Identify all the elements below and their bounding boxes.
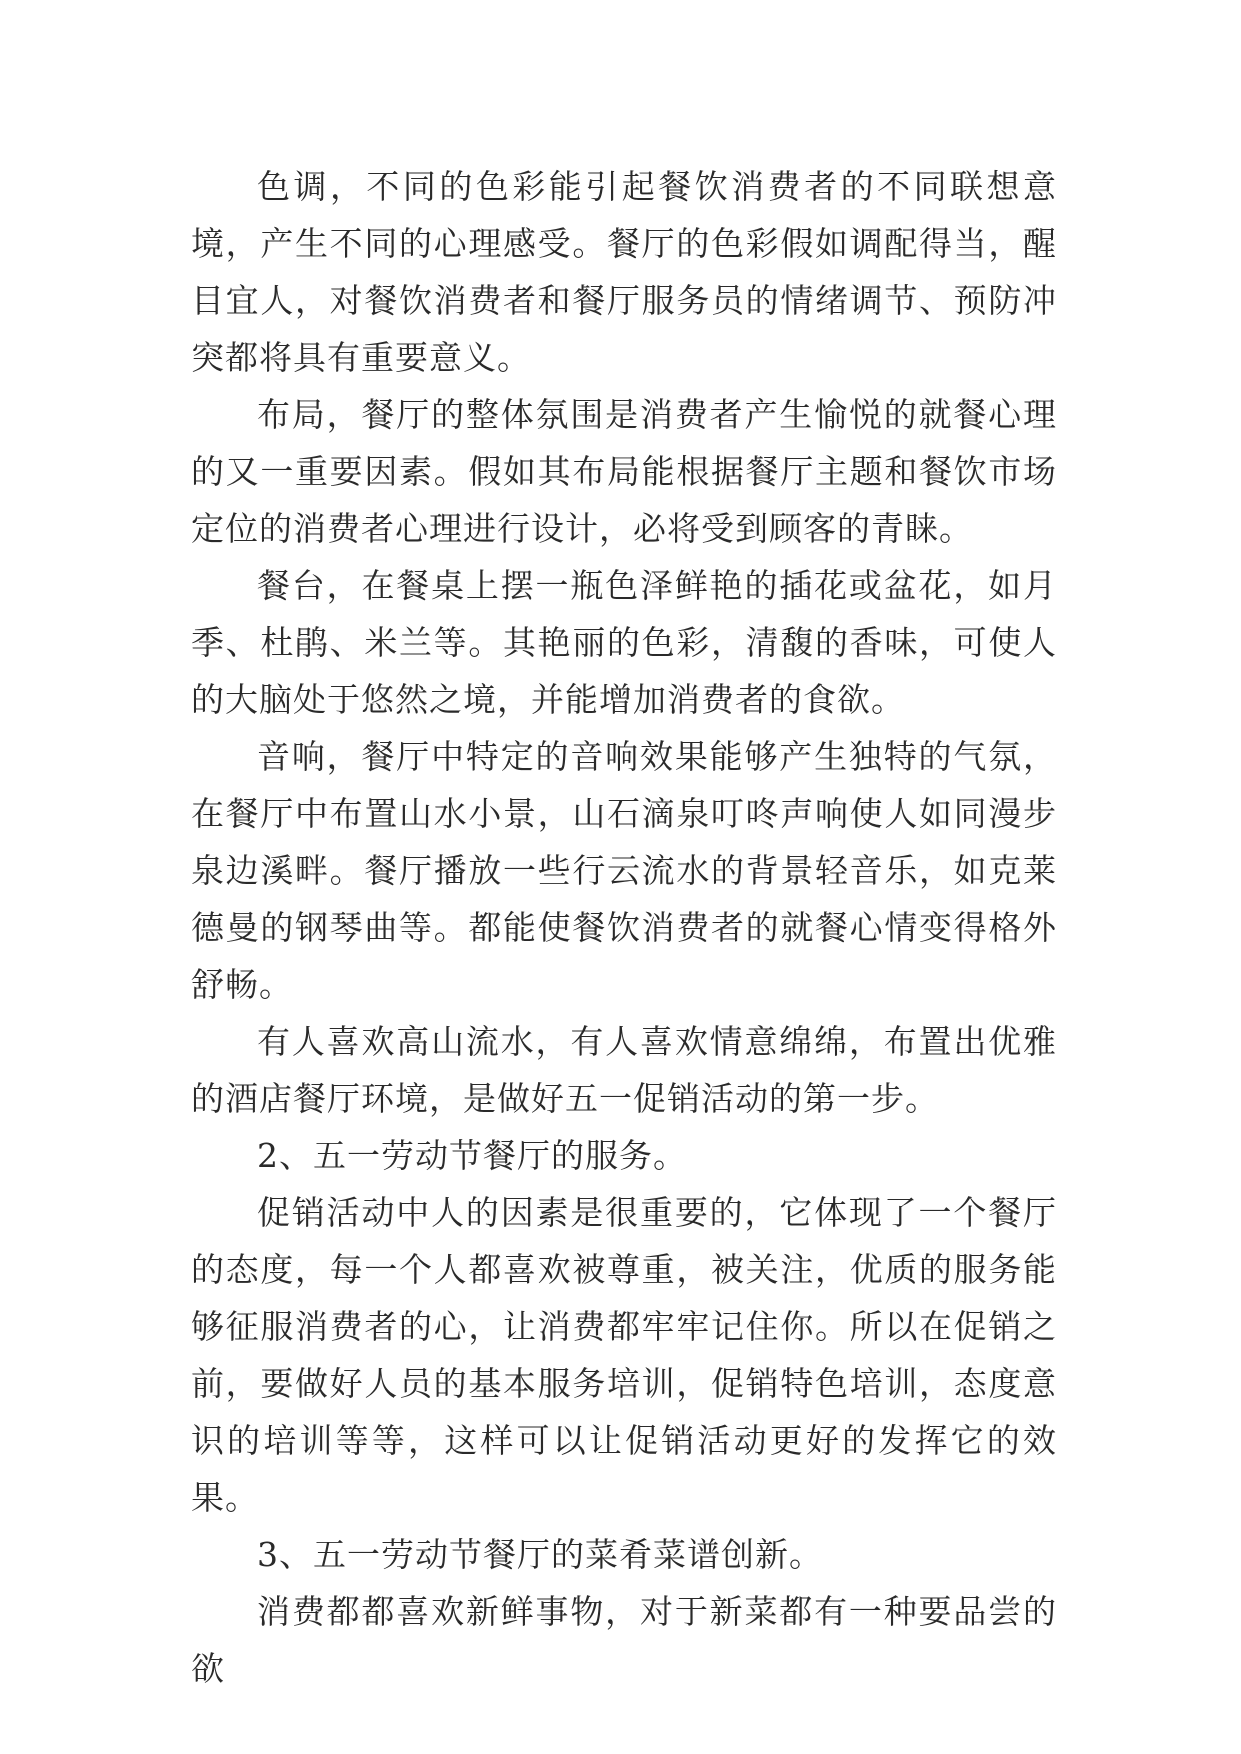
paragraph-menu-innovation: 消费都都喜欢新鲜事物，对于新菜都有一种要品尝的欲 (191, 1592, 1057, 1688)
paragraph-service: 促销活动中人的因素是很重要的，它体现了一个餐厅的态度，每一个人都喜欢被尊重，被关注，优质的服务能够征服消费者的心，让消费都牢牢记住你。所以在促销之前，要做好人员的基本服务培训，促销特色培训，态度意识的培训等等，这样可以让促销活动更好的发挥它的效果。 (191, 1193, 1057, 1517)
paragraph-environment-summary: 有人喜欢高山流水，有人喜欢情意绵绵，布置出优雅的酒店餐厅环境，是做好五一促销活动的第一步。 (191, 1022, 1057, 1118)
section-heading-service: 2、五一劳动节餐厅的服务。 (257, 1136, 687, 1175)
paragraph-sound: 音响，餐厅中特定的音响效果能够产生独特的气氛，在餐厅中布置山水小景，山石滴泉叮咚声响使人如同漫步泉边溪畔。餐厅播放一些行云流水的背景轻音乐，如克莱德曼的钢琴曲等。都能使餐饮消费者的就餐心情变得格外舒畅。 (191, 737, 1057, 1004)
paragraph-color-tone: 色调，不同的色彩能引起餐饮消费者的不同联想意境，产生不同的心理感受。餐厅的色彩假如调配得当，醒目宜人，对餐饮消费者和餐厅服务员的情绪调节、预防冲突都将具有重要意义。 (191, 167, 1057, 377)
document-body (191, 158, 1057, 1697)
paragraph-layout: 布局，餐厅的整体氛围是消费者产生愉悦的就餐心理的又一重要因素。假如其布局能根据餐厅主题和餐饮市场定位的消费者心理进行设计，必将受到顾客的青睐。 (191, 395, 1057, 548)
paragraph-table-setting: 餐台，在餐桌上摆一瓶色泽鲜艳的插花或盆花，如月季、杜鹃、米兰等。其艳丽的色彩，清馥的香味，可使人的大脑处于悠然之境，并能增加消费者的食欲。 (191, 566, 1057, 719)
section-heading-menu-innovation: 3、五一劳动节餐厅的菜肴菜谱创新。 (257, 1535, 823, 1574)
